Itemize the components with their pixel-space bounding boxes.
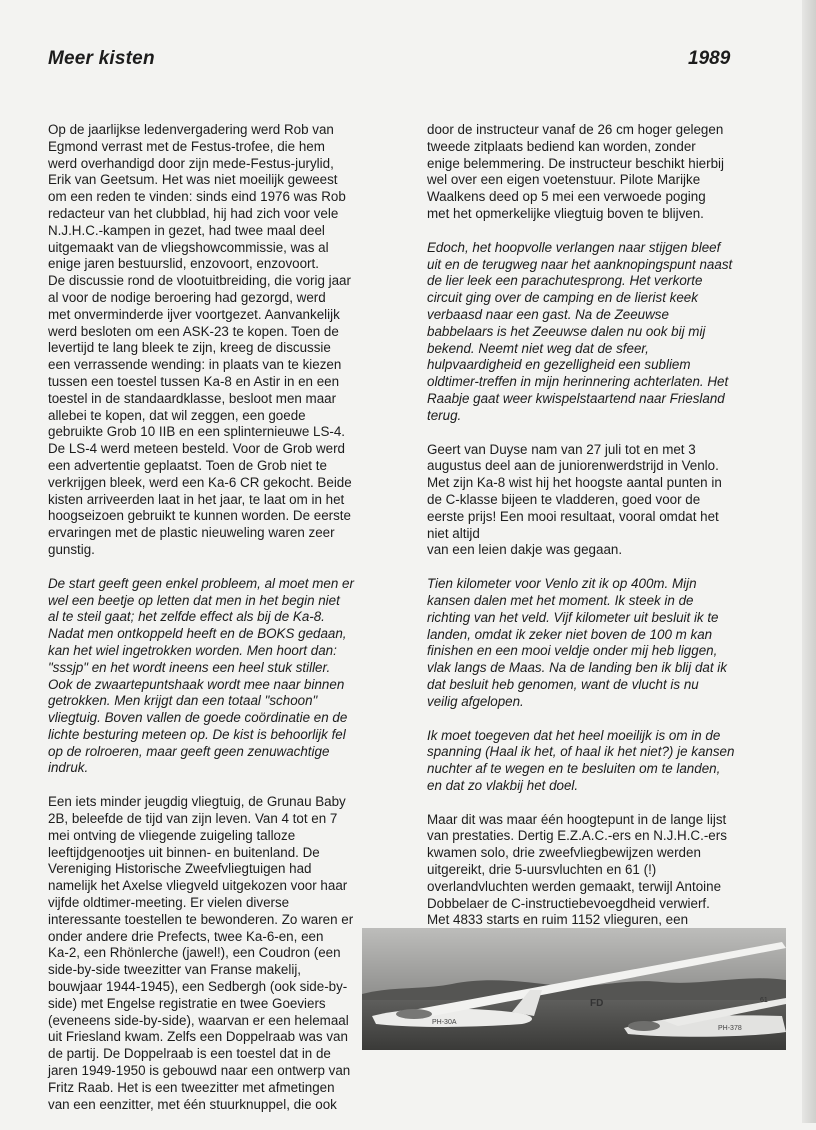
page-year: 1989 [688, 48, 731, 69]
paragraph-vlootuitbreiding: De discussie rond de vlootuitbreiding, die vorig jaar al voor de nodige beroering had gezorgd, werd met onverminderde ijver voortgezet. Aanvankelijk werd besloten om een ASK-23 te kopen. Toen de levertijd te lang bleek te zijn, kreeg de discussie een verrassende wending: in plaats van te kiezen tussen een toestel tussen Ka-8 en Astir in en een toestel in de standaardklasse, besloot men maar allebei te kopen, dat wil zeggen, een goede gebruikte Grob 10 IIB en een splinternieuwe LS-4. De LS-4 werd meteen besteld. Voor de Grob werd een advertentie geplaatst. Toen de Grob niet te verkrijgen bleek, werd een Ka-6 CR gekocht. Beide kisten arriveerden laat in het jaar, te laat om in het hoogseizoen gebruikt te kunnen worden. De eerste ervaringen met de plastic nieuweling waren zeer gunstig. [48, 273, 352, 557]
left-column [48, 122, 390, 1130]
quote-ls4-flight: De start geeft geen enkel probleem, al moet men er wel een beetje op letten dat men in het begin niet al te steil gaat; het zelfde effect als bij de Ka-8. Nadat men ontkoppeld heeft en de BOKS gedaan, kan het wiel ingetrokken worden. Men hoort dan: "sssjp" en het wordt ineens een heel stuk stiller. Ook de zwaartepuntshaak wordt mee naar binnen getrokken. Men krijgt dan een totaal "schoon" vliegtuig. Boven vallen de goede coördinatie en de lichte besturing meteen op. De kist is behoorlijk fel op de rolroeren, maar geeft geen zenuwachtige indruk. [48, 575, 354, 776]
glider-right-registration: PH-378 [718, 1025, 742, 1032]
paragraph-venlo: Geert van Duyse nam van 27 juli tot en met 3 augustus deel aan de juniorenwerdstrijd in Venlo. Met zijn Ka-8 wist hij het hoogste aantal punten in de C-klasse bijeen te vladderen, goed voor de eerste prijs! Een mooi resultaat, vooral omdat het niet altijd van een leien dakje was gegaan. [427, 441, 722, 558]
paragraph-grunau-baby: Een iets minder jeugdig vliegtuig, de Grunau Baby 2B, beleefde de tijd van zijn leven. Van 4 tot en 7 mei ontving de vliegende zuigeling talloze leeftijdgenootjes uit binnen- en buitenland. De Vereniging Historische Zweefvliegtuigen had namelijk het Axelse vliegveld uitgekozen voor haar vijfde oldtimer-meeting. Er vielen diverse interessante toestellen te bewonderen. Zo waren er onder andere drie Prefects, twee Ka-6-en, een Ka-2, een Rhönlerche (jawel!), een Coudron (een side-by-side tweezitter van Franse makelij, bouwjaar 1944-1945), een Sedbergh (ook side-by- side) met Engelse registratie en twee Goeviers (eveneens side-by-side), waarvan er een helemaal uit Friesland kwam. Zelfs een Doppelraab was van de partij. De Doppelraab is een toestel dat in de jaren 1949-1950 is gebouwd naar een ontwerp van Fritz Raab. Het is een tweezitter met afmetingen van een eenzitter, met één stuurknuppel, die ook [48, 794, 354, 1112]
quote-venlo-reflection: Ik moet toegeven dat het heel moeilijk is om in de spanning (Haal ik het, of haal ik het niet?) je kansen nuchter af te wegen en te besluiten om te landen, en dat zo vlakbij het doel. [427, 727, 735, 793]
page-edge [802, 0, 816, 1123]
page-title: Meer kisten [48, 48, 155, 69]
quote-doppelraab-flight: Edoch, het hoopvolle verlangen naar stijgen bleef uit en de terugweg naar het aanknopingspunt naast de lier leek een parachutesprong. Het verkorte circuit ging over de camping en de lierist keek verbaasd naar een gast. Na de Zeeuwse babbelaars is het Zeeuwse dalen nu ook bij mij bekend. Neemt niet weg dat de sfeer, hulpvaardigheid en gezelligheid een subliem oldtimer-treffen in mijn herinnering achterlaten. Het Raabje gaat weer kwispelstaartend naar Friesland terug. [427, 239, 733, 423]
quote-venlo-landing: Tien kilometer voor Venlo zit ik op 400m. Mijn kansen dalen met het moment. Ik steek in de richting van het veld. Vijf kilometer uit besluit ik te landen, omdat ik zeker niet boven de 100 m kan finishen en een mooi veldje onder mij heb liggen, vlak langs de Maas. Na de landing ben ik blij dat ik dat besluit heb genomen, want de vlucht is nu veilig afgelopen. [427, 576, 727, 709]
glider-left-registration: PH-30A [432, 1019, 457, 1026]
glider-photo [362, 928, 786, 1050]
paragraph-year-summary: Maar dit was maar één hoogtepunt in de lange lijst van prestaties. Dertig E.Z.A.C.-ers en N.J.H.C.-ers kwamen solo, drie zweefvliegbewijzen werden uitgereikt, drie 5-uursvluchten en 61 (!) overlandvluchten werden gemaakt, terwijl Antoine Dobbelaer de C-instructiebevoegdheid verwierf. Met 4833 starts en ruim 1152 vlieguren, een [427, 811, 727, 928]
glider-right-fin-code: 61 [760, 997, 768, 1004]
right-column [427, 122, 769, 980]
paragraph-festus-trofee: Op de jaarlijkse ledenvergadering werd Rob van Egmond verrast met de Festus-trofee, die hem werd overhandigd door zijn mede-Festus-jurylid, Erik van Geetsum. Het was niet moeilijk geweest om een reden te vinden: sinds eind 1976 was Rob redacteur van het clubblad, hij had zich voor vele N.J.H.C.-kampen in gezet, had twee maal deel uitgemaakt van de vliegshowcommissie, was al enige jaren bestuurslid, enzovoort, enzovoort. [48, 122, 346, 272]
paragraph-doppelraab: door de instructeur vanaf de 26 cm hoger gelegen tweede zitplaats bediend kan worden, zonder enige belemmering. De instructeur beschikt hierbij wel over een eigen voetenstuur. Pilote Marijke Waalkens deed op 5 mei een verwoede poging met het opmerkelijke vliegtuig boven te blijven. [427, 122, 724, 221]
glider-fin-code: FD [590, 998, 604, 1009]
glider-photo-drawing [362, 928, 786, 1050]
